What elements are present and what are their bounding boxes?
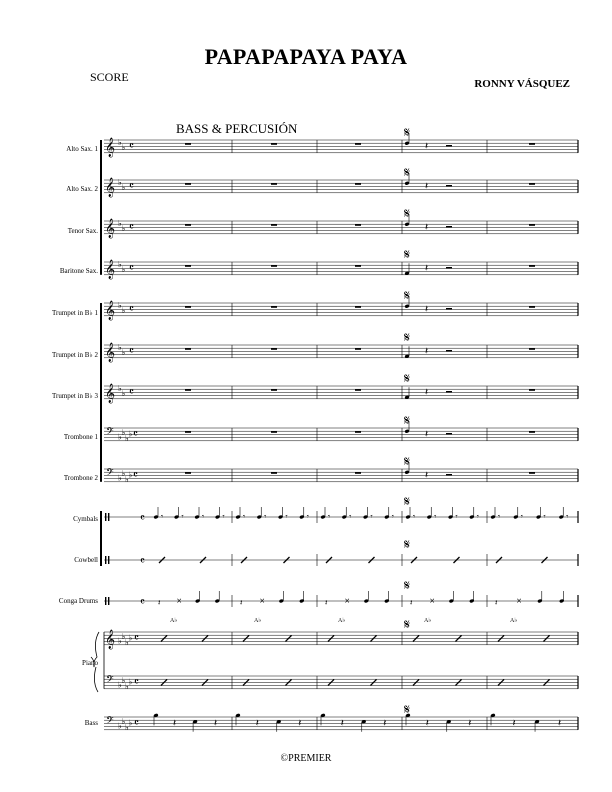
perc-clef-icon [108, 597, 109, 605]
eighth-rest: 𝄾 [243, 512, 246, 521]
whole-rest [271, 431, 277, 433]
instrument-label-piano: Piano [82, 659, 98, 667]
instrument-label-trumpet-2: Trumpet in B♭ 2 [51, 351, 98, 359]
flat-icon: ♭ [121, 265, 126, 274]
bass-clef-icon: 𝄢 [106, 466, 114, 481]
common-time-icon: 𝄴 [129, 302, 134, 316]
eighth-rest: 𝄾 [349, 512, 352, 521]
common-time-icon: 𝄴 [140, 511, 145, 525]
flat-icon: ♭ [121, 675, 126, 685]
composer-name: RONNY VÁSQUEZ [474, 78, 570, 90]
whole-rest [185, 472, 191, 474]
flat-icon: ♭ [121, 183, 126, 192]
whole-rest [355, 472, 361, 474]
quarter-rest: 𝄽 [512, 718, 516, 729]
eighth-rest: 𝄾 [285, 512, 288, 521]
whole-rest [271, 265, 277, 267]
quarter-rest: 𝄽 [298, 718, 302, 729]
flat-icon: ♭ [118, 343, 122, 353]
quarter-rest: 𝄽 [425, 429, 429, 440]
whole-rest [271, 224, 277, 226]
whole-rest [355, 431, 361, 433]
whole-rest [355, 348, 361, 350]
quarter-rest: 𝄽 [468, 718, 472, 729]
quarter-rest: 𝄽 [425, 304, 429, 315]
conga-x-note: × [344, 597, 351, 605]
brass-bracket [100, 303, 102, 482]
flat-icon: ♭ [128, 633, 133, 643]
quarter-rest: 𝄽 [425, 718, 429, 729]
instrument-label-trumpet-3: Trumpet in B♭ 3 [51, 392, 98, 400]
perc-clef-icon [105, 597, 106, 605]
flat-icon: ♭ [121, 631, 126, 641]
segno-icon: 𝄋 [404, 288, 411, 304]
common-time-icon: 𝄴 [134, 716, 139, 730]
treble-clef-icon: 𝄞 [105, 629, 116, 650]
whole-rest [185, 143, 191, 145]
segno-icon: 𝄋 [404, 165, 411, 181]
common-time-icon: 𝄴 [129, 344, 134, 358]
instrument-label-alto-sax-1: Alto Sax. 1 [66, 145, 98, 153]
perc-clef-icon [105, 513, 106, 521]
chord-symbol-m1: A♭ [170, 618, 178, 624]
whole-rest [185, 183, 191, 185]
quarter-rest: 𝄽 [213, 718, 218, 729]
instrument-label-trombone-2: Trombone 2 [63, 474, 98, 482]
half-rest [446, 474, 452, 476]
treble-clef-icon: 𝄞 [105, 137, 116, 158]
common-time-icon: 𝄴 [129, 385, 134, 399]
flat-icon: ♭ [118, 432, 122, 442]
eighth-rest: 𝄾 [455, 512, 458, 521]
quarter-rest: 𝄽 [425, 387, 429, 398]
piano-brace [91, 632, 99, 692]
whole-rest [529, 348, 535, 350]
flat-icon: ♭ [118, 260, 122, 270]
flat-icon: ♭ [125, 638, 129, 648]
whole-rest [271, 348, 277, 350]
perc-bracket [100, 511, 102, 566]
flat-icon: ♭ [121, 348, 126, 357]
bass-clef-icon: 𝄢 [106, 425, 114, 440]
sax-bracket [100, 140, 102, 275]
flat-icon: ♭ [125, 682, 129, 692]
eighth-rest: 𝄾 [161, 512, 164, 521]
whole-rest [355, 143, 361, 145]
flat-icon: ♭ [118, 721, 122, 731]
eighth-rest: 𝄾 [328, 512, 331, 521]
flat-icon: ♭ [118, 680, 122, 690]
whole-rest [185, 431, 191, 433]
whole-rest [185, 389, 191, 391]
whole-rest [271, 306, 277, 308]
common-time-icon: 𝄴 [134, 675, 139, 689]
segno-icon: 𝄋 [404, 125, 411, 141]
flat-icon: ♭ [118, 636, 122, 646]
quarter-rest: 𝄽 [340, 718, 344, 729]
conga-x-note: × [429, 597, 436, 605]
flat-icon: ♭ [118, 178, 122, 188]
whole-rest [271, 472, 277, 474]
quarter-rest: 𝄽 [425, 181, 429, 192]
quarter-rest: 𝄽 [425, 470, 429, 481]
quarter-rest: 𝄽 [158, 598, 161, 607]
chord-symbol-m4: A♭ [424, 618, 432, 624]
segno-icon: 𝄋 [404, 494, 411, 510]
segno-icon: 𝄋 [404, 206, 411, 222]
whole-rest [185, 306, 191, 308]
flat-icon: ♭ [118, 219, 122, 229]
conga-x-note: × [259, 597, 266, 605]
whole-rest [355, 389, 361, 391]
whole-rest [271, 183, 277, 185]
quarter-rest: 𝄽 [495, 598, 498, 607]
whole-rest [529, 472, 535, 474]
quarter-rest: 𝄽 [255, 718, 259, 729]
segno-icon: 𝄋 [404, 371, 411, 387]
segno-icon: 𝄋 [404, 617, 411, 633]
flat-icon: ♭ [121, 143, 126, 152]
segno-icon: 𝄋 [404, 537, 411, 553]
flat-icon: ♭ [121, 427, 126, 437]
bass-clef-icon: 𝄢 [106, 714, 114, 729]
whole-rest [529, 183, 535, 185]
treble-clef-icon: 𝄞 [105, 218, 116, 239]
common-time-icon: 𝄴 [129, 220, 134, 234]
whole-rest [355, 224, 361, 226]
treble-clef-icon: 𝄞 [105, 177, 116, 198]
score-label: SCORE [90, 70, 129, 84]
instrument-label-conga-drums: Conga Drums [58, 597, 98, 605]
eighth-rest: 𝄾 [306, 512, 309, 521]
whole-rest [185, 224, 191, 226]
chord-symbol-m2: A♭ [254, 618, 262, 624]
eighth-rest: 𝄾 [370, 512, 373, 521]
instrument-label-baritone-sax: Baritone Sax. [59, 267, 98, 275]
whole-rest [529, 143, 535, 145]
chord-symbol-m5: A♭ [510, 618, 518, 624]
flat-icon: ♭ [125, 475, 129, 485]
common-time-icon: 𝄴 [133, 427, 138, 441]
quarter-rest: 𝄽 [325, 598, 328, 607]
instrument-label-tenor-sax: Tenor Sax. [67, 227, 98, 235]
instrument-label-cowbell: Cowbell [74, 556, 98, 564]
page-title: PAPAPAPAYA PAYA [204, 44, 408, 69]
half-rest [446, 433, 452, 435]
common-time-icon: 𝄴 [134, 631, 139, 645]
quarter-rest: 𝄽 [172, 718, 177, 729]
half-rest [446, 308, 452, 310]
eighth-rest: 𝄾 [434, 512, 437, 521]
eighth-rest: 𝄾 [391, 512, 394, 521]
instrument-label-trombone-1: Trombone 1 [63, 433, 98, 441]
whole-rest [529, 389, 535, 391]
half-rest [446, 350, 452, 352]
eighth-rest: 𝄾 [264, 512, 267, 521]
treble-clef-icon: 𝄞 [105, 342, 116, 363]
copyright-notice: ©PREMIER [280, 753, 332, 764]
flat-icon: ♭ [118, 138, 122, 148]
quarter-rest: 𝄽 [425, 263, 429, 274]
chord-symbol-m3: A♭ [338, 618, 346, 624]
eighth-rest: 𝄾 [566, 512, 569, 521]
common-time-icon: 𝄴 [129, 139, 134, 153]
conga-x-note: × [176, 597, 183, 605]
whole-rest [271, 143, 277, 145]
instrument-label-trumpet-1: Trumpet in B♭ 1 [51, 309, 98, 317]
half-rest [446, 145, 452, 147]
quarter-rest: 𝄽 [425, 346, 429, 357]
segno-icon: 𝄋 [404, 578, 411, 594]
whole-rest [185, 348, 191, 350]
segno-icon: 𝄋 [404, 247, 411, 263]
quarter-rest: 𝄽 [410, 598, 413, 607]
instrument-label-bass: Bass [84, 719, 98, 727]
treble-clef-icon: 𝄞 [105, 300, 116, 321]
whole-rest [355, 265, 361, 267]
flat-icon: ♭ [121, 389, 126, 398]
half-rest [446, 267, 452, 269]
eighth-rest: 𝄾 [498, 512, 501, 521]
flat-icon: ♭ [128, 429, 133, 439]
segno-icon: 𝄋 [404, 702, 411, 718]
segno-icon: 𝄋 [404, 330, 411, 346]
segno-icon: 𝄋 [404, 413, 411, 429]
eighth-rest: 𝄾 [413, 512, 416, 521]
eighth-rest: 𝄾 [181, 512, 184, 521]
treble-clef-icon: 𝄞 [105, 259, 116, 280]
half-rest [446, 185, 452, 187]
bass-clef-icon: 𝄢 [106, 673, 114, 688]
eighth-rest: 𝄾 [476, 512, 479, 521]
common-time-icon: 𝄴 [129, 179, 134, 193]
conga-x-note: × [516, 597, 522, 605]
half-rest [446, 226, 452, 228]
common-time-icon: 𝄴 [129, 261, 134, 275]
perc-clef-icon [108, 556, 109, 564]
flat-icon: ♭ [125, 723, 129, 733]
flat-icon: ♭ [128, 718, 133, 728]
whole-rest [529, 265, 535, 267]
flat-icon: ♭ [118, 384, 122, 394]
whole-rest [185, 265, 191, 267]
flat-icon: ♭ [118, 301, 122, 311]
quarter-rest: 𝄽 [425, 222, 429, 233]
common-time-icon: 𝄴 [140, 595, 145, 609]
quarter-rest: 𝄽 [557, 718, 562, 729]
whole-rest [529, 306, 535, 308]
flat-icon: ♭ [121, 224, 126, 233]
flat-icon: ♭ [121, 716, 126, 726]
whole-rest [271, 389, 277, 391]
common-time-icon: 𝄴 [140, 554, 145, 568]
eighth-rest: 𝄾 [520, 512, 523, 521]
common-time-icon: 𝄴 [133, 468, 138, 482]
flat-icon: ♭ [118, 473, 122, 483]
segno-icon: 𝄋 [404, 454, 411, 470]
eighth-rest: 𝄾 [222, 512, 225, 521]
whole-rest [529, 431, 535, 433]
flat-icon: ♭ [125, 434, 129, 444]
treble-clef-icon: 𝄞 [105, 383, 116, 404]
perc-clef-icon [108, 513, 109, 521]
section-label: BASS & PERCUSIÓN [176, 121, 298, 136]
quarter-rest: 𝄽 [383, 718, 387, 729]
flat-icon: ♭ [128, 470, 133, 480]
perc-clef-icon [105, 556, 106, 564]
flat-icon: ♭ [128, 677, 133, 687]
instrument-label-cymbals: Cymbals [73, 515, 98, 523]
flat-icon: ♭ [121, 468, 126, 478]
whole-rest [355, 306, 361, 308]
flat-icon: ♭ [121, 306, 126, 315]
whole-rest [355, 183, 361, 185]
whole-rest [529, 224, 535, 226]
half-rest [446, 391, 452, 393]
instrument-label-alto-sax-2: Alto Sax. 2 [66, 185, 98, 193]
eighth-rest: 𝄾 [202, 512, 205, 521]
eighth-rest: 𝄾 [543, 512, 546, 521]
quarter-rest: 𝄽 [240, 598, 243, 607]
quarter-rest: 𝄽 [425, 141, 429, 152]
